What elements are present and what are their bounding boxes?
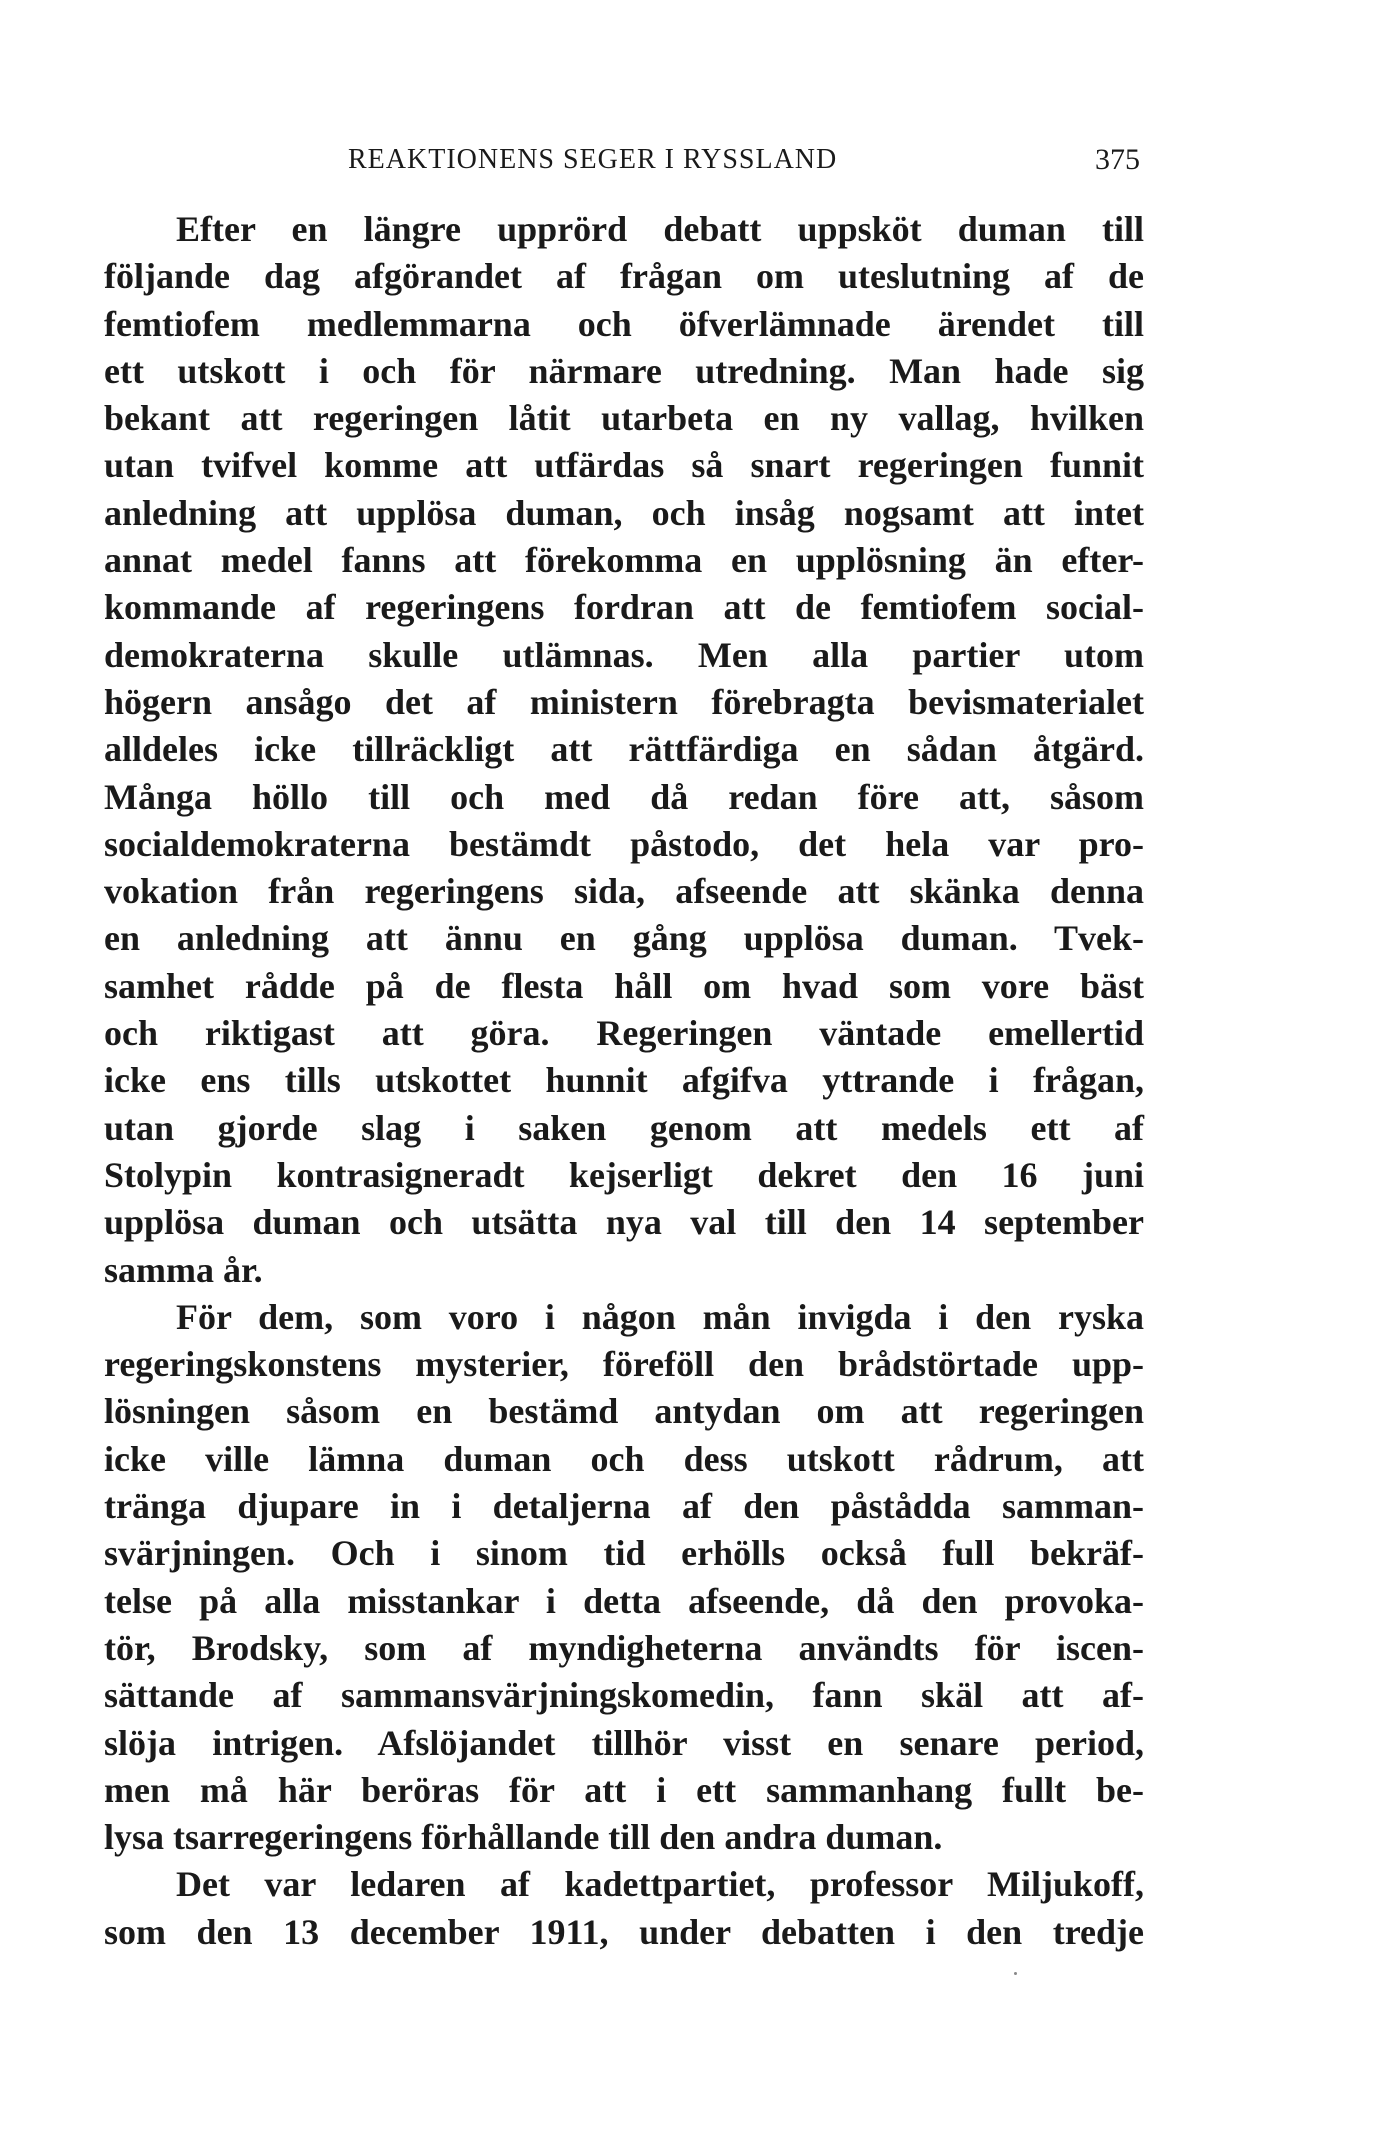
text-line: För dem, som voro i någon mån invigda i den ryska	[176, 1296, 1144, 1337]
text-line: tränga djupare in i detaljerna af den påstådda samman-	[104, 1486, 1144, 1527]
text-line: svärjningen. Och i sinom tid erhölls också full bekräf-	[104, 1533, 1144, 1574]
text-line: utan tvifvel komme att utfärdas så snart regeringen funnit	[104, 445, 1144, 486]
text-line: en anledning att ännu en gång upplösa duman. Tvek-	[104, 918, 1144, 959]
running-title: REAKTIONENS SEGER I RYSSLAND	[348, 144, 838, 175]
text-line: Efter en längre upprörd debatt uppsköt duman till	[176, 209, 1144, 249]
text-line: högern ansågo det af ministern förebragta bevismaterialet	[104, 681, 1144, 722]
text-line: tör, Brodsky, som af myndigheterna användts för iscen-	[104, 1627, 1144, 1668]
running-head	[108, 140, 1140, 180]
text-line: regeringskonstens mysterier, föreföll den brådstörtade upp-	[104, 1344, 1144, 1385]
text-line: samhet rådde på de flesta håll om hvad som vore bäst	[104, 965, 1144, 1006]
text-line: samma år.	[104, 1249, 263, 1290]
text-line: Det var ledaren af kadettpartiet, professor Miljukoff,	[176, 1864, 1144, 1905]
text-line: slöja intrigen. Afslöjandet tillhör visst en senare period,	[104, 1722, 1144, 1763]
text-line: telse på alla misstankar i detta afseende, då den provoka-	[104, 1580, 1144, 1621]
text-line: icke ens tills utskottet hunnit afgifva yttrande i frågan,	[104, 1060, 1144, 1101]
text-line: lysa tsarregeringens förhållande till den andra duman.	[104, 1817, 943, 1858]
text-line: Många höllo till och med då redan före att, såsom	[104, 776, 1144, 817]
text-line: men må här beröras för att i ett sammanhang fullt be-	[104, 1769, 1144, 1810]
text-line: och riktigast att göra. Regeringen väntade emellertid	[104, 1013, 1144, 1054]
text-line: upplösa duman och utsätta nya val till den 14 september	[104, 1202, 1144, 1243]
text-line: följande dag afgörandet af frågan om uteslutning af de	[104, 256, 1144, 297]
text-line: alldeles icke tillräckligt att rättfärdiga en sådan åtgärd.	[104, 729, 1144, 770]
page-number: 375	[1095, 143, 1140, 176]
paper-speck	[1014, 1972, 1017, 1975]
text-line: anledning att upplösa duman, och insåg nogsamt att intet	[104, 492, 1144, 533]
text-line: utan gjorde slag i saken genom att medels ett af	[104, 1107, 1144, 1148]
text-line: kommande af regeringens fordran att de femtiofem social-	[104, 587, 1144, 628]
text-line: bekant att regeringen låtit utarbeta en ny vallag, hvilken	[104, 398, 1144, 439]
text-line: femtiofem medlemmarna och öfverlämnade ärendet till	[104, 303, 1144, 344]
text-line: Stolypin kontrasigneradt kejserligt dekret den 16 juni	[104, 1154, 1144, 1195]
text-line: som den 13 december 1911, under debatten i den tredje	[104, 1911, 1144, 1952]
text-line: lösningen såsom en bestämd antydan om att regeringen	[104, 1391, 1144, 1432]
text-line: ett utskott i och för närmare utredning. Man hade sig	[104, 350, 1144, 391]
text-line: icke ville lämna duman och dess utskott rådrum, att	[104, 1438, 1144, 1479]
text-line: annat medel fanns att förekomma en upplösning än efter-	[104, 540, 1144, 581]
body-text	[104, 206, 1144, 1956]
text-line: vokation från regeringens sida, afseende att skänka denna	[104, 871, 1144, 912]
text-line: sättande af sammansvärjningskomedin, fann skäl att af-	[104, 1675, 1144, 1716]
text-line: socialdemokraterna bestämdt påstodo, det hela var pro-	[104, 823, 1144, 864]
text-line: demokraterna skulle utlämnas. Men alla partier utom	[104, 634, 1144, 675]
